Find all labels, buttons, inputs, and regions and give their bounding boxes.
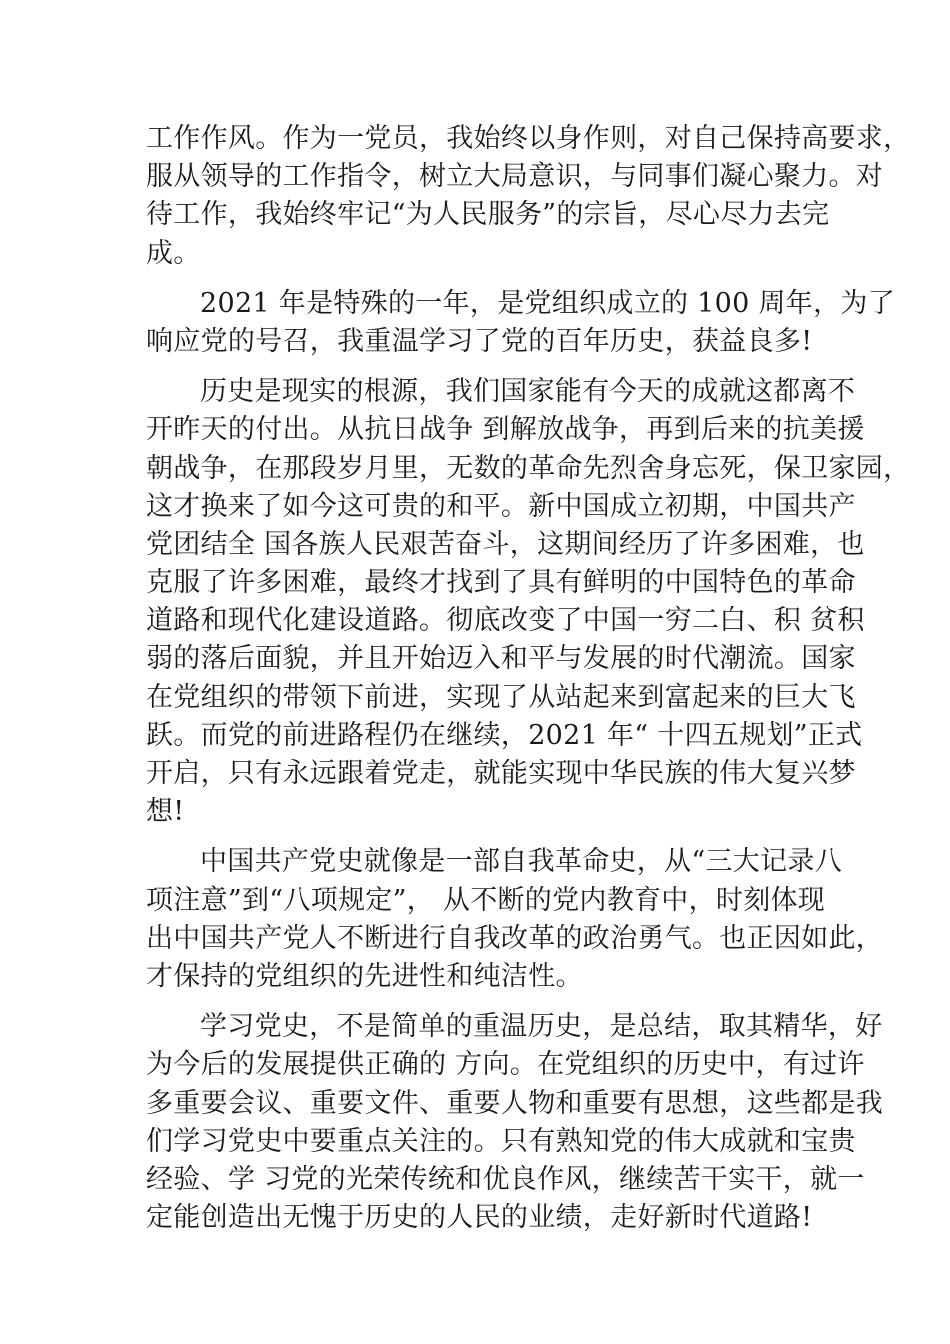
text-line: 待工作，我始终牢记“为人民服务”的宗旨，尽心尽力去完: [146, 199, 830, 231]
text-line: 服从领导的工作指令，树立大局意识，与同事们凝心聚力。对: [146, 161, 884, 193]
paragraph-spacer: [146, 831, 814, 843]
text-line: 经验、学 习党的光荣传统和优良作风，继续苦干实干，就一: [146, 1163, 865, 1195]
text-line: 工作作风。作为一党员，我始终以身作则，对自己保持高要求，: [146, 123, 911, 154]
text-line: 定能创造出无愧于历史的人民的业绩，走好新时代道路!: [146, 1202, 813, 1234]
text-line: 为今后的发展提供正确的 方向。在党组织的历史中，有过许: [146, 1049, 865, 1081]
paragraph: [146, 843, 884, 996]
text-line: 开启，只有永远跟着党走，就能实现中华民族的伟大复兴梦: [146, 758, 856, 789]
paragraph: [146, 285, 895, 361]
text-line: 在党组织的带领下前进，实现了从站起来到富起来的巨大飞: [146, 681, 856, 713]
text-line: 才保持的党组织的先进性和纯洁性。: [146, 960, 583, 992]
text-line: 2021 年是特殊的一年，是党组织成立的 100 周年，为了: [200, 287, 895, 319]
paragraph: [146, 1008, 884, 1237]
text-line: 中国共产党史就像是一部自我革命史，从“三大记录八: [200, 846, 843, 878]
text-line: 这才换来了如今这可贵的和平。新中国成立初期，中国共产: [146, 490, 856, 522]
text-line: 成。: [146, 237, 201, 269]
text-line: 历史是现实的根源，我们国家能有今天的成就这都离不: [200, 376, 856, 408]
text-line: 弱的落后面貌，并且开始迈入和平与发展的时代潮流。国家: [146, 643, 856, 675]
text-line: 朝战争，在那段岁月里，无数的革命先烈舍身忘死，保卫家园，: [146, 452, 911, 484]
text-line: 跃。而党的前进路程仍在继续，2021 年“ 十四五规划”正式: [146, 719, 863, 751]
text-line: 学习党史，不是简单的重温历史，是总结，取其精华，好: [200, 1011, 883, 1043]
document-body: [146, 120, 911, 1237]
text-line: 响应党的号召，我重温学习了党的百年历史，获益良多!: [146, 325, 813, 357]
text-line: 多重要会议、重要文件、重要人物和重要有思想，这些都是我: [146, 1087, 884, 1119]
text-line: 想!: [146, 796, 185, 828]
text-line: 项注意”到“八项规定”， 从不断的党内教育中，时刻体现: [146, 884, 826, 916]
paragraph: [146, 120, 911, 273]
text-line: 道路和现代化建设道路。彻底改变了中国一穷二白、积 贫积: [146, 605, 865, 637]
text-line: 党团结全 国各族人民艰苦奋斗，这期间经历了许多困难，也: [146, 528, 865, 560]
paragraph-spacer: [146, 273, 814, 285]
text-line: 克服了许多困难，最终才找到了具有鲜明的中国特色的革命: [146, 567, 856, 599]
text-line: 们学习党史中要重点关注的。只有熟知党的伟大成就和宝贵: [146, 1125, 856, 1157]
text-line: 开昨天的付出。从抗日战争 到解放战争，再到后来的抗美援: [146, 414, 865, 446]
text-line: 出中国共产党人不断进行自我改革的政治勇气。也正因如此，: [146, 922, 884, 954]
paragraph-spacer: [146, 361, 814, 373]
paragraph-spacer: [146, 996, 814, 1008]
paragraph: [146, 373, 911, 831]
